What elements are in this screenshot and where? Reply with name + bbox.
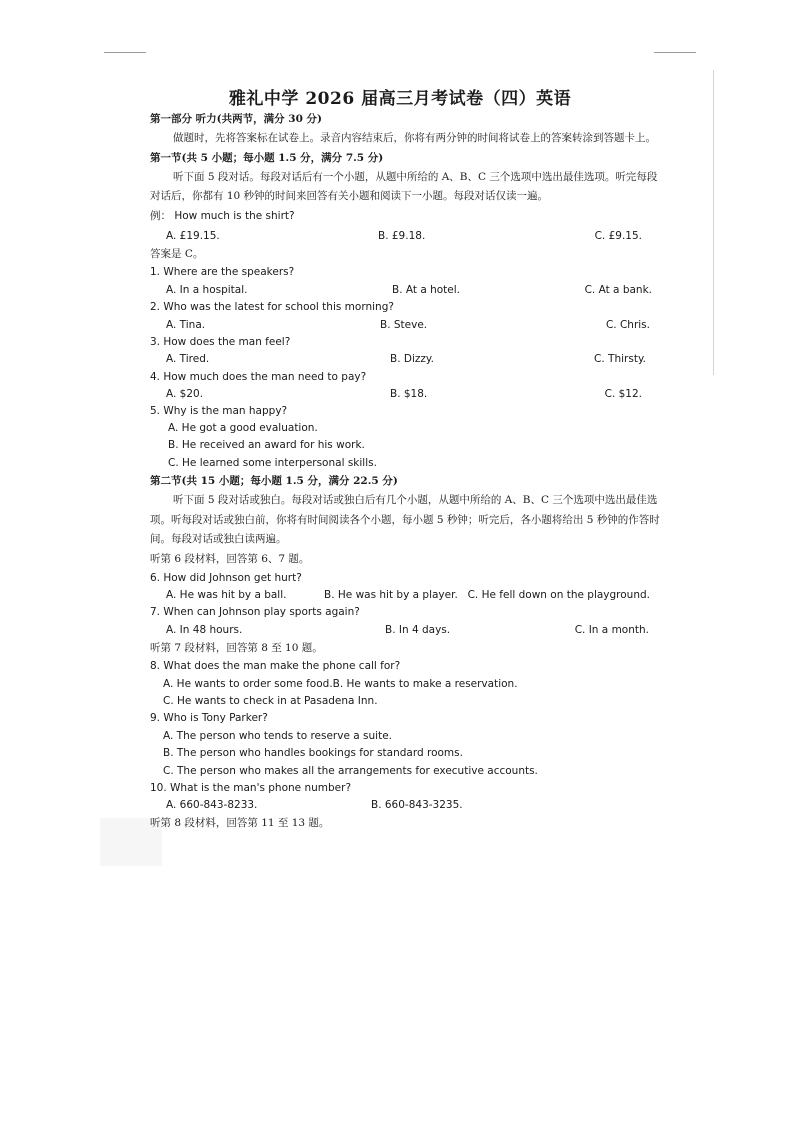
question-6-option-c: C. He fell down on the playground.	[467, 589, 650, 601]
question-4: 4. How much does the man need to pay?	[150, 371, 367, 383]
question-4-option-a: A. $20.	[166, 388, 204, 400]
section1-instruction-line2: 对话后，你都有 10 秒钟的时间来回答有关小题和阅读下一小题。每段对话仅读一遍。	[150, 190, 549, 202]
example-question: 例： How much is the shirt?	[150, 210, 295, 222]
question-6-options	[166, 588, 652, 602]
question-4-options	[166, 387, 652, 401]
example-answer: 答案是 C。	[150, 248, 204, 260]
exam-title: 雅礼中学 2026 届高三月考试卷（四）英语	[228, 89, 572, 109]
question-5: 5. Why is the man happy?	[150, 405, 288, 417]
question-9-option-a: A. The person who tends to reserve a suite.	[163, 730, 392, 742]
part1-instruction: 做题时，先将答案标在试卷上。录音内容结束后，你将有两分钟的时间将试卷上的答案转涂到答题卡上。	[173, 132, 656, 144]
question-4-option-c: C. $12.	[604, 388, 642, 400]
question-5-option-c: C. He learned some interpersonal skills.	[168, 457, 377, 469]
question-7-option-c: C. In a month.	[574, 624, 649, 636]
question-1-options	[166, 283, 652, 297]
section2-instruction-line3: 间。每段对话或独白读两遍。	[150, 533, 287, 545]
question-8-option-c: C. He wants to check in at Pasadena Inn.	[163, 695, 378, 707]
question-7: 7. When can Johnson play sports again?	[150, 606, 360, 618]
question-2-option-a: A. Tina.	[166, 319, 206, 331]
question-9-option-b: B. The person who handles bookings for standard rooms.	[163, 747, 463, 759]
question-2-option-c: C. Chris.	[605, 319, 650, 331]
question-8: 8. What does the man make the phone call for?	[150, 660, 401, 672]
scan-corner-mark-left	[104, 52, 146, 53]
question-3-option-b: B. Dizzy.	[390, 353, 434, 365]
question-3-option-a: A. Tired.	[166, 353, 210, 365]
example-options	[166, 229, 652, 243]
question-9: 9. Who is Tony Parker?	[150, 712, 268, 724]
section1-heading: 第一节(共 5 小题；每小题 1.5 分，满分 7.5 分)	[150, 152, 384, 164]
section2-instruction-line2: 项。听每段对话或独白前，你将有时间阅读各个小题，每小题 5 秒钟；听完后，各小题将给出 5 秒钟的作答时	[150, 514, 660, 526]
question-3-options	[166, 352, 652, 366]
scan-corner-mark-right	[654, 52, 696, 53]
question-3: 3. How does the man feel?	[150, 336, 291, 348]
question-10-option-b: B. 660-843-3235.	[371, 799, 463, 811]
question-2: 2. Who was the latest for school this morning?	[150, 301, 394, 313]
example-option-a: A. £19.15.	[166, 230, 220, 242]
material-7-heading: 听第 7 段材料，回答第 8 至 10 题。	[150, 642, 323, 654]
question-6: 6. How did Johnson get hurt?	[150, 572, 302, 584]
question-2-option-b: B. Steve.	[380, 319, 428, 331]
question-5-option-b: B. He received an award for his work.	[168, 439, 365, 451]
section2-instruction-line1: 听下面 5 段对话或独白。每段对话或独白后有几个小题，从题中所给的 A、B、C 三个选项中选出最佳选	[173, 494, 658, 506]
material-6-heading: 听第 6 段材料，回答第 6、7 题。	[150, 553, 310, 565]
question-2-options	[166, 318, 652, 332]
question-1-option-b: B. At a hotel.	[392, 284, 461, 296]
question-6-option-a: A. He was hit by a ball.	[166, 589, 287, 601]
question-1-option-a: A. In a hospital.	[166, 284, 248, 296]
example-option-b: B. £9.18.	[378, 230, 426, 242]
question-3-option-c: C. Thirsty.	[594, 353, 646, 365]
material-8-heading: 听第 8 段材料，回答第 11 至 13 题。	[150, 817, 330, 829]
scan-edge-line	[713, 70, 714, 375]
part1-heading: 第一部分 听力(共两节，满分 30 分)	[150, 113, 323, 125]
question-8-options-ab: A. He wants to order some food.B. He wants to make a reservation.	[163, 678, 518, 690]
question-1-option-c: C. At a bank.	[584, 284, 652, 296]
section2-heading: 第二节(共 15 小题；每小题 1.5 分，满分 22.5 分)	[150, 475, 398, 487]
question-6-option-b: B. He was hit by a player.	[324, 589, 458, 601]
question-10-option-a: A. 660-843-8233.	[166, 799, 258, 811]
question-7-option-a: A. In 48 hours.	[166, 624, 243, 636]
question-5-option-a: A. He got a good evaluation.	[168, 422, 318, 434]
question-1: 1. Where are the speakers?	[150, 266, 295, 278]
question-9-option-c: C. The person who makes all the arrangements for executive accounts.	[163, 765, 538, 777]
section1-instruction-line1: 听下面 5 段对话。每段对话后有一个小题，从题中所给的 A、B、C 三个选项中选出最佳选项。听完每段	[173, 171, 658, 183]
question-10: 10. What is the man's phone number?	[150, 782, 352, 794]
question-7-options	[166, 623, 652, 637]
question-7-option-b: B. In 4 days.	[385, 624, 451, 636]
question-4-option-b: B. $18.	[390, 388, 428, 400]
example-option-c: C. £9.15.	[594, 230, 642, 242]
